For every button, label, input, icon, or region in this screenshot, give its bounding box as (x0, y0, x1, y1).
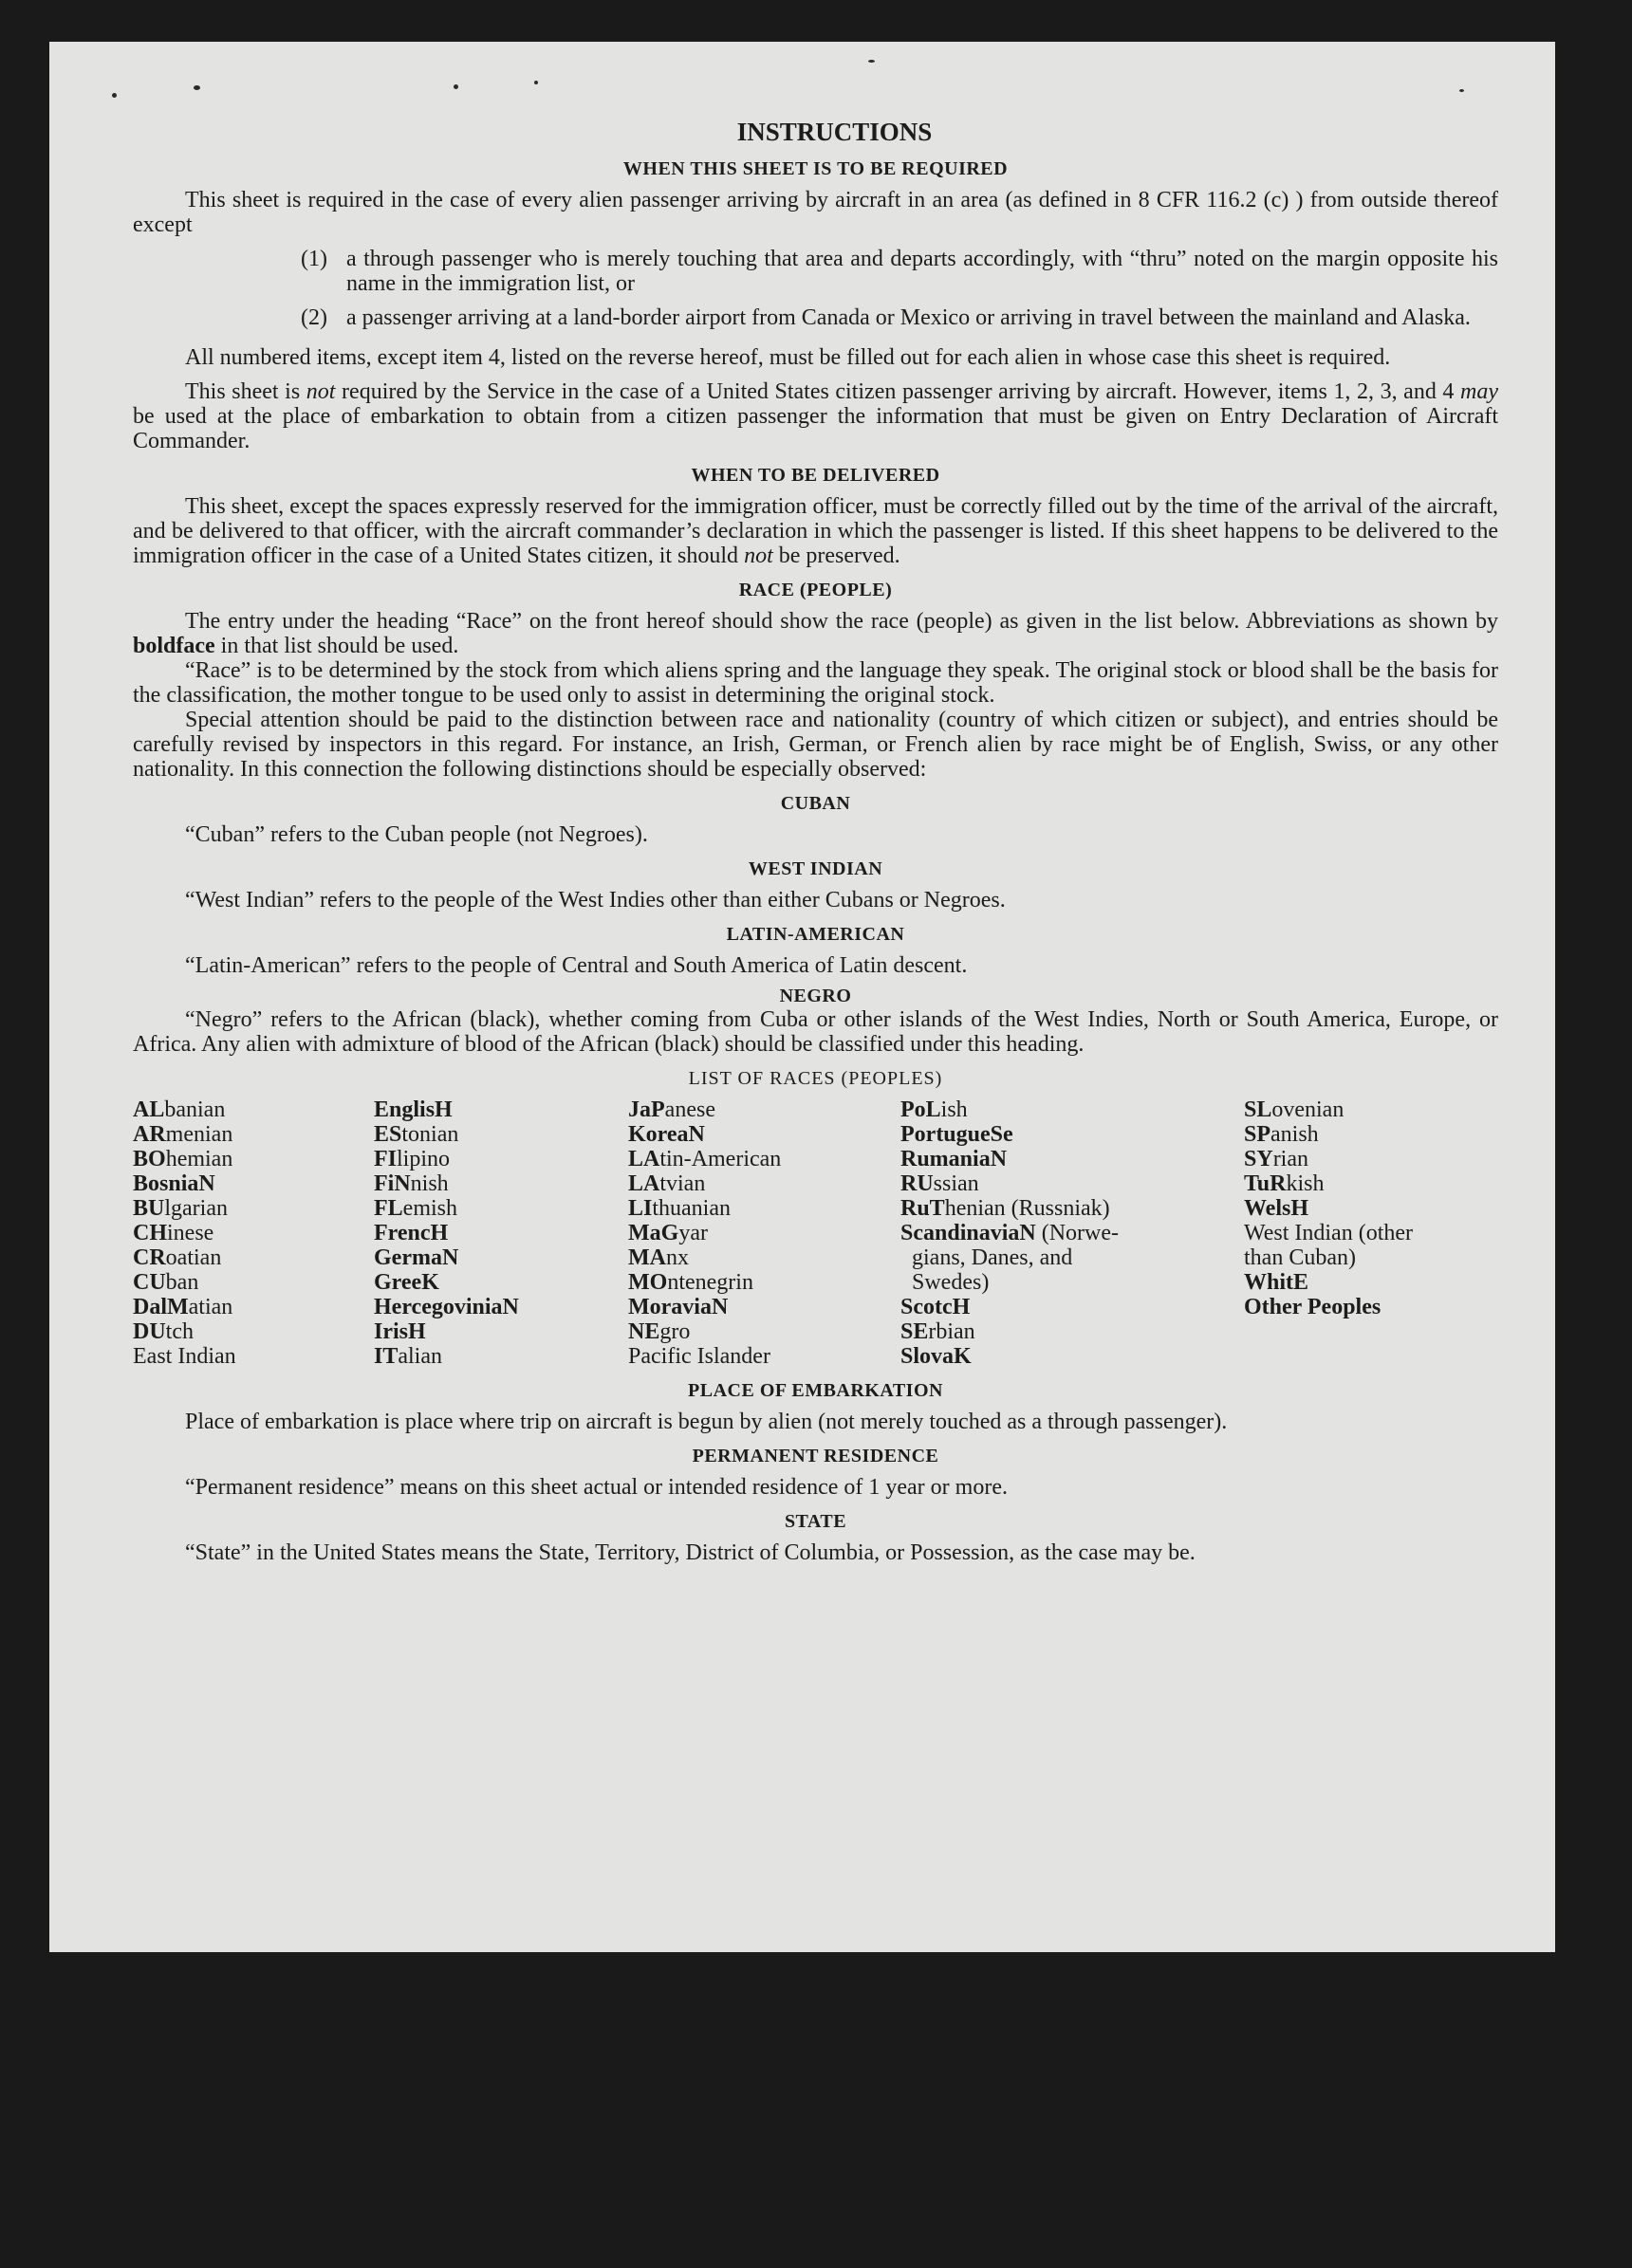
races-column (133, 1097, 374, 1369)
item-text: a passenger arriving at a land-border airport from Canada or Mexico or arriving in travel between the mainland and Alaska. (346, 305, 1471, 330)
race-entry: SlovaK (900, 1344, 972, 1369)
text-run: be used at the place of embarkation to obtain from a citizen passenger the information that must be given on Entry Declaration of Aircraft Commander. (133, 404, 1498, 453)
race-entry: ARmenian (133, 1122, 233, 1147)
race-entry: FLemish (374, 1196, 457, 1221)
heading-cuban: CUBAN (780, 793, 851, 814)
paragraph: All numbered items, except item 4, listed on the reverse hereof, must be filled out for each alien in whose case this sheet is required. (185, 345, 1391, 370)
race-entry: MoraviaN (628, 1295, 729, 1319)
race-entry: CRoatian (133, 1245, 222, 1270)
race-entry: ScotcH (900, 1295, 971, 1319)
races-list (133, 1097, 1498, 1369)
heading-west-indian: WEST INDIAN (748, 858, 883, 879)
race-entry: MOntenegrin (628, 1270, 753, 1295)
heading-when-delivered: WHEN TO BE DELIVERED (691, 465, 940, 486)
heading-state: STATE (784, 1511, 847, 1532)
scan-speck (868, 60, 875, 63)
scan-speck (194, 85, 200, 90)
race-entry: Pacific Islander (628, 1344, 770, 1369)
race-entry: WhitE (1244, 1270, 1309, 1295)
race-entry: PortugueSe (900, 1122, 1013, 1147)
text-run: required by the Service in the case of a United States citizen passenger arriving by aircraft. However, items 1, 2, 3, and 4 (335, 379, 1461, 404)
text-run-bold: boldface (133, 634, 215, 658)
race-entry: IrisH (374, 1319, 426, 1344)
heading-race: RACE (PEOPLE) (738, 580, 893, 600)
race-entry: than Cuban) (1244, 1245, 1356, 1270)
text-run: in that list should be used. (214, 634, 459, 658)
paragraph: “Negro” refers to the African (black), whether coming from Cuba or other islands of the West Indies, North or South America, Europe, or Africa. Any alien with admixture of blood of the African (black) should be classified under this heading. (133, 1007, 1498, 1057)
item-number: (2) (301, 305, 327, 330)
paragraph: “Race” is to be determined by the stock from which aliens spring and the language they speak. The original stock or blood shall be the basis for the classification, the mother tongue to be used only to assist in determining the original stock. (133, 658, 1498, 708)
text-run-italic: not (306, 379, 336, 404)
race-entry: SPanish (1244, 1122, 1319, 1147)
race-entry: FiNnish (374, 1171, 449, 1196)
heading-list-of-races: LIST OF RACES (PEOPLES) (688, 1068, 943, 1089)
race-entry: WelsH (1244, 1196, 1309, 1221)
race-entry: RumaniaN (900, 1147, 1008, 1171)
race-entry: GreeK (374, 1270, 439, 1295)
races-column (900, 1097, 1244, 1369)
race-entry: FrencH (374, 1221, 449, 1245)
paragraph (133, 609, 1498, 658)
race-entry: GermaN (374, 1245, 459, 1270)
race-entry: CUban (133, 1270, 199, 1295)
race-entry: ITalian (374, 1344, 442, 1369)
scan-speck (534, 81, 538, 84)
text-run-italic: not (744, 544, 773, 568)
race-entry: PoLish (900, 1097, 968, 1122)
paragraph (133, 494, 1498, 568)
race-entry: East Indian (133, 1344, 236, 1369)
heading-latin-american: LATIN-AMERICAN (726, 924, 905, 945)
list-item (133, 247, 1498, 296)
heading-when-required: WHEN THIS SHEET IS TO BE REQUIRED (622, 158, 1009, 179)
race-entry: JaPanese (628, 1097, 715, 1122)
page-title: INSTRUCTIONS (736, 118, 933, 146)
race-entry: CHinese (133, 1221, 214, 1245)
scan-speck (1459, 89, 1464, 92)
race-entry: KoreaN (628, 1122, 705, 1147)
race-entry: ALbanian (133, 1097, 226, 1122)
race-entry: BosniaN (133, 1171, 215, 1196)
race-entry: LAtvian (628, 1171, 706, 1196)
race-entry: DalMatian (133, 1295, 233, 1319)
paragraph: “State” in the United States means the State, Territory, District of Columbia, or Possession, as the case may be. (185, 1540, 1196, 1565)
race-entry: RUssian (900, 1171, 979, 1196)
text-run-italic: may (1460, 379, 1498, 404)
list-item (133, 305, 1498, 330)
heading-negro: NEGRO (779, 986, 852, 1006)
race-entry: TuRkish (1244, 1171, 1325, 1196)
paragraph: “West Indian” refers to the people of the West Indies other than either Cubans or Negroes. (185, 888, 1006, 913)
text-run: This sheet is (185, 379, 306, 404)
race-entry: EnglisH (374, 1097, 453, 1122)
race-entry: BOhemian (133, 1147, 233, 1171)
text-run: The entry under the heading “Race” on the front hereof should show the race (people) as given in the list below. Abbreviations as shown by (185, 609, 1498, 634)
race-entry: MaGyar (628, 1221, 708, 1245)
document-sheet (49, 42, 1555, 1952)
race-entry: MAnx (628, 1245, 689, 1270)
item-number: (1) (301, 247, 327, 271)
races-column (628, 1097, 900, 1369)
heading-place-of-embarkation: PLACE OF EMBARKATION (688, 1380, 943, 1401)
race-entry: SLovenian (1244, 1097, 1345, 1122)
race-entry: Swedes) (900, 1270, 990, 1295)
race-entry: gians, Danes, and (900, 1245, 1073, 1270)
race-entry: EStonian (374, 1122, 459, 1147)
race-entry: LIthuanian (628, 1196, 731, 1221)
heading-permanent-residence: PERMANENT RESIDENCE (692, 1446, 939, 1466)
paragraph: “Latin-American” refers to the people of Central and South America of Latin descent. (185, 953, 968, 978)
paragraph: Special attention should be paid to the distinction between race and nationality (country of which citizen or subject), and entries should be carefully revised by inspectors in this regard. For instance, an Irish, German, or French alien by race might be of English, Swiss, or any other nationality. In this connection the following distinctions should be especially observed: (133, 708, 1498, 782)
race-entry: ScandinaviaN (Norwe- (900, 1221, 1120, 1245)
text-run: be preserved. (772, 544, 900, 568)
race-entry: DUtch (133, 1319, 194, 1344)
race-entry: Other Peoples (1244, 1295, 1382, 1319)
race-entry: SYrian (1244, 1147, 1308, 1171)
races-column (374, 1097, 628, 1369)
races-column (1244, 1097, 1491, 1369)
paragraph (133, 379, 1498, 453)
paragraph: “Cuban” refers to the Cuban people (not Negroes). (185, 822, 648, 847)
scan-speck (112, 93, 117, 98)
race-entry: FIlipino (374, 1147, 451, 1171)
text-run: This sheet, except the spaces expressly reserved for the immigration officer, must be correctly filled out by the time of the arrival of the aircraft, and be delivered to that officer, with the aircraft commander’s declaration in which the passenger is listed. If this sheet happens to be delivered to the immigration officer in the case of a United States citizen, it should (133, 494, 1498, 568)
race-entry: LAtin-American (628, 1147, 782, 1171)
paragraph: Place of embarkation is place where trip on aircraft is begun by alien (not merely touched as a through passenger). (185, 1410, 1228, 1434)
paragraph: This sheet is required in the case of every alien passenger arriving by aircraft in an area (as defined in 8 CFR 116.2 (c) ) from outside thereof except (133, 188, 1498, 237)
item-text: a through passenger who is merely touching that area and departs accordingly, with “thru” noted on the margin opposite his name in the immigration list, or (346, 247, 1498, 296)
scan-speck (454, 84, 458, 89)
race-entry: HercegoviniaN (374, 1295, 519, 1319)
paragraph: “Permanent residence” means on this sheet actual or intended residence of 1 year or more. (185, 1475, 1008, 1500)
race-entry: NEgro (628, 1319, 691, 1344)
race-entry: RuThenian (Russniak) (900, 1196, 1110, 1221)
race-entry: BUlgarian (133, 1196, 228, 1221)
race-entry: West Indian (other (1244, 1221, 1414, 1245)
race-entry: SErbian (900, 1319, 975, 1344)
